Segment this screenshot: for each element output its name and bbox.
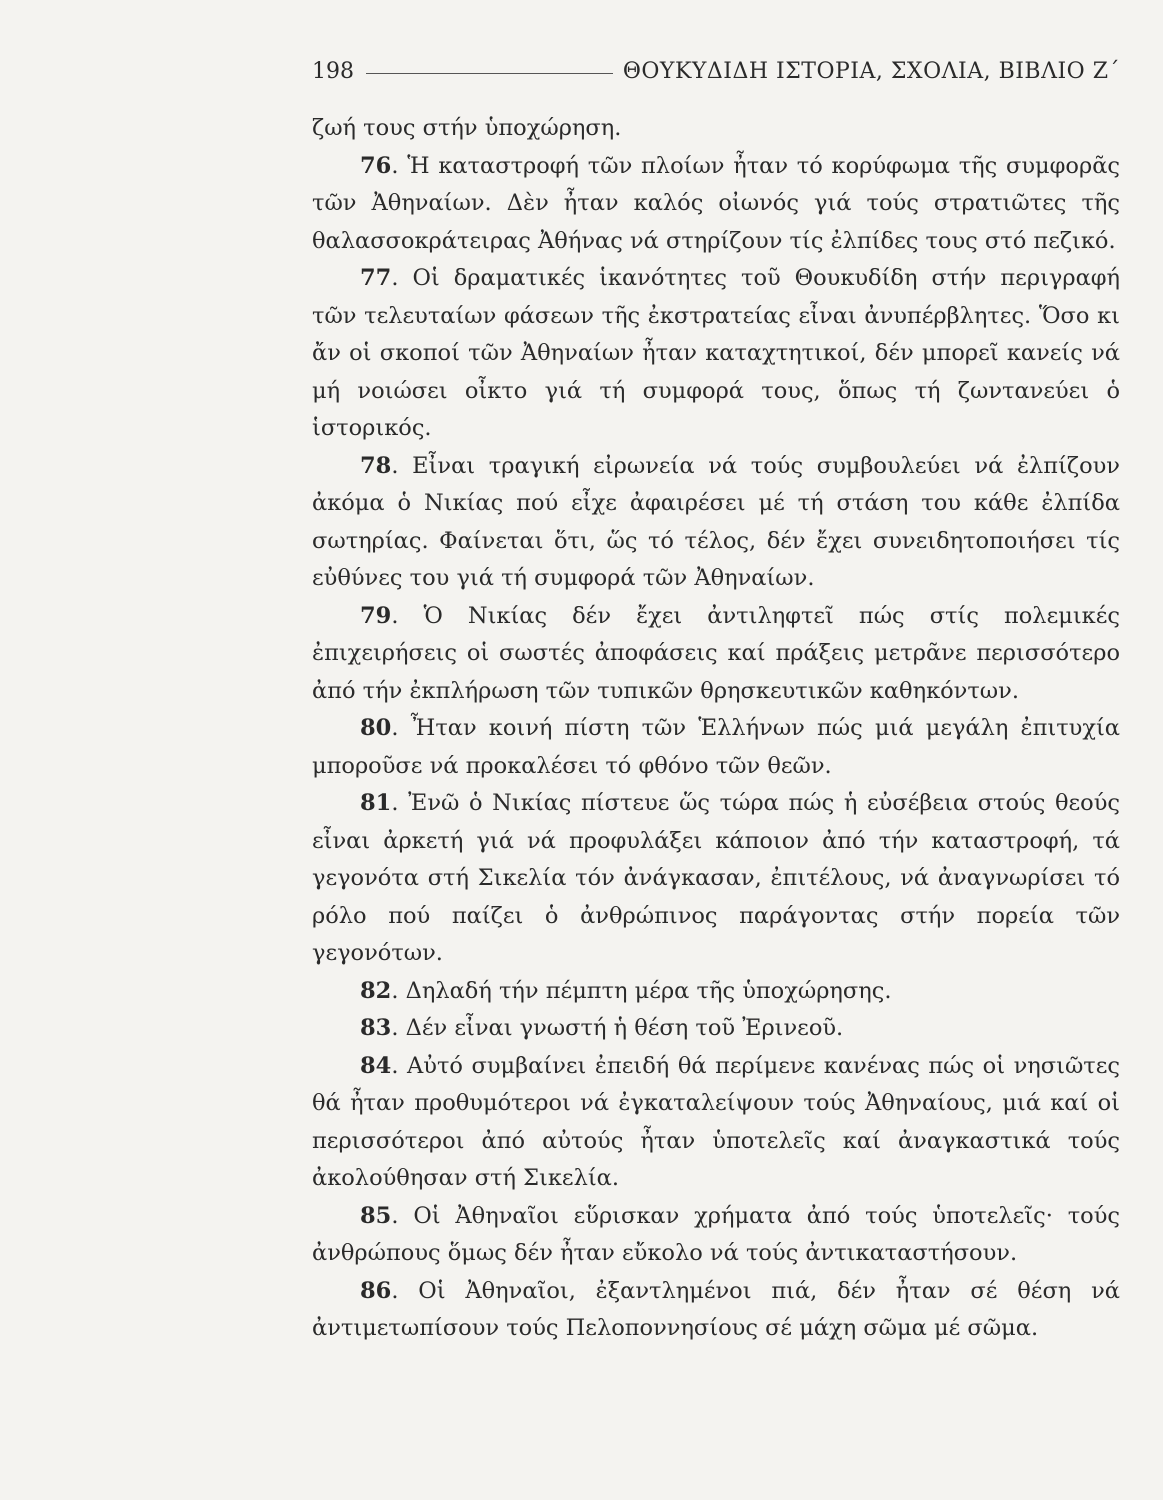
page-number: 198 [312, 58, 354, 84]
note-number: 80 [360, 715, 392, 741]
note-81: 81. Ἐνῶ ὁ Νικίας πίστευε ὥς τώρα πώς ἡ εὐσέβεια στούς θεούς εἶναι ἀρκετή γιά νά προφυλάξει κάποιον ἀπό τήν καταστροφή, τά γεγονότα στή Σικελία τόν ἀνάγκασαν, ἐπιτέλους, νά ἀναγνωρίσει τό ρόλο πού παίζει ὁ ἀνθρώπινος παράγοντας στήν πορεία τῶν γεγονότων. [312, 790, 1121, 966]
note-number: 79 [360, 602, 392, 629]
note-84: 84. Αὐτό συμβαίνει ἐπειδή θά περίμενε κανένας πώς οἱ νησιῶτες θά ἦταν προθυμότεροι νά ἐγκαταλείψουν τούς Ἀθηναίους, μιά καί οἱ περισσότεροι ἀπό αὐτούς ἦταν ὑποτελεῖς καί ἀναγκαστικά τούς ἀκολούθησαν στή Σικελία. [312, 1052, 1120, 1191]
note-text: Ἐνῶ ὁ Νικίας πίστευε ὥς τώρα πώς ἡ εὐσέβεια στούς θεούς εἶναι ἀρκετή γιά νά προφυλάξει κάποιον ἀπό τήν καταστροφή, τά γεγονότα στή Σικελία τόν ἀνάγκασαν, ἐπιτέλους, νά ἀναγνωρίσει τό ρόλο πού παίζει ὁ ἀνθρώπινος παράγοντας στήν πορεία τῶν γεγονότων. [312, 790, 1121, 966]
note-79: 79. Ὁ Νικίας δέν ἔχει ἀντιληφτεῖ πώς στίς πολεμικές ἐπιχειρήσεις οἱ σωστές ἀποφάσεις καί πράξεις μετρᾶνε περισσότερο ἀπό τήν ἐκπλήρωση τῶν τυπικῶν θρησκευτικῶν καθηκόντων. [312, 602, 1120, 704]
note-number: 76 [360, 152, 392, 179]
body-text [312, 110, 1120, 1348]
note-83: 83. Δέν εἶναι γνωστή ἡ θέση τοῦ Ἐρινεοῦ. [360, 1015, 844, 1041]
note-number: 77 [360, 265, 392, 291]
note-77: 77. Οἱ δραματικές ἱκανότητες τοῦ Θουκυδίδη στήν περιγραφή τῶν τελευταίων φάσεων τῆς ἐκστρατείας εἶναι ἀνυπέρβλητες. Ὅσο κι ἄν οἱ σκοποί τῶν Ἀθηναίων ἦταν καταχτητικοί, δέν μπορεῖ κανείς νά μή νοιώσει οἶκτο γιά τή συμφορά τους, ὅπως τή ζωντανεύει ὁ ἱστορικός. [312, 265, 1120, 441]
note-text: Οἱ Ἀθηναῖοι, ἐξαντλημένοι πιά, δέν ἦταν σέ θέση νά ἀντιμετωπίσουν τούς Πελοποννησίους σέ μάχη σῶμα μέ σῶμα. [312, 1277, 1120, 1341]
note-number: 81 [360, 790, 392, 816]
note-text: Ἦταν κοινή πίστη τῶν Ἑλλήνων πώς μιά μεγάλη ἐπιτυχία μποροῦσε νά προκαλέσει τό φθόνο τῶν θεῶν. [312, 715, 1120, 779]
note-text: Ὁ Νικίας δέν ἔχει ἀντιληφτεῖ πώς στίς πολεμικές ἐπιχειρήσεις οἱ σωστές ἀποφάσεις καί πράξεις μετρᾶνε περισσότερο ἀπό τήν ἐκπλήρωση τῶν τυπικῶν θρησκευτικῶν καθηκόντων. [312, 602, 1120, 704]
note-text: Οἱ δραματικές ἱκανότητες τοῦ Θουκυδίδη στήν περιγραφή τῶν τελευταίων φάσεων τῆς ἐκστρατείας εἶναι ἀνυπέρβλητες. Ὅσο κι ἄν οἱ σκοποί τῶν Ἀθηναίων ἦταν καταχτητικοί, δέν μπορεῖ κανείς νά μή νοιώσει οἶκτο γιά τή συμφορά τους, ὅπως τή ζωντανεύει ὁ ἱστορικός. [312, 265, 1120, 441]
continuation-text: ζωή τους στήν ὑποχώρηση. [312, 115, 622, 141]
note-78: 78. Εἶναι τραγική εἰρωνεία νά τούς συμβουλεύει νά ἐλπίζουν ἀκόμα ὁ Νικίας πού εἶχε ἀφαιρέσει μέ τή στάση του κάθε ἐλπίδα σωτηρίας. Φαίνεται ὅτι, ὥς τό τέλος, δέν ἔχει συνειδητοποιήσει τίς εὐθύνες του γιά τή συμφορά τῶν Ἀθηναίων. [312, 452, 1120, 591]
running-title: ΘΟΥΚΥΔΙΔΗ ΙΣΤΟΡΙΑ, ΣΧΟΛΙΑ, ΒΙΒΛΙΟ Ζ΄ [622, 58, 1120, 84]
note-text: Οἱ Ἀθηναῖοι εὕρισκαν χρήματα ἀπό τούς ὑποτελεῖς· τούς ἀνθρώπους ὅμως δέν ἦταν εὔκολο νά τούς ἀντικαταστήσουν. [312, 1202, 1120, 1266]
note-text: Αὐτό συμβαίνει ἐπειδή θά περίμενε κανένας πώς οἱ νησιῶτες θά ἦταν προθυμότεροι νά ἐγκαταλείψουν τούς Ἀθηναίους, μιά καί οἱ περισσότεροι ἀπό αὐτούς ἦταν ὑποτελεῖς καί ἀναγκαστικά τούς ἀκολούθησαν στή Σικελία. [312, 1052, 1120, 1191]
note-text: Δέν εἶναι γνωστή ἡ θέση τοῦ Ἐρινεοῦ. [405, 1015, 844, 1041]
note-number: 85 [360, 1202, 392, 1229]
note-76: 76. Ἡ καταστροφή τῶν πλοίων ἦταν τό κορύφωμα τῆς συμφορᾶς τῶν Ἀθηναίων. Δὲν ἦταν καλός οἰωνός γιά τούς στρατιῶτες τῆς θαλασσοκράτειρας Ἀθήνας νά στηρίζουν τίς ἐλπίδες τους στό πεζικό. [312, 152, 1121, 254]
page-header [312, 54, 1120, 88]
note-number: 82 [360, 977, 392, 1004]
note-80: 80. Ἦταν κοινή πίστη τῶν Ἑλλήνων πώς μιά μεγάλη ἐπιτυχία μποροῦσε νά προκαλέσει τό φθόνο τῶν θεῶν. [312, 715, 1120, 779]
continuation-paragraph [312, 110, 1120, 148]
note-text: Εἶναι τραγική εἰρωνεία νά τούς συμβουλεύει νά ἐλπίζουν ἀκόμα ὁ Νικίας πού εἶχε ἀφαιρέσει μέ τή στάση του κάθε ἐλπίδα σωτηρίας. Φαίνεται ὅτι, ὥς τό τέλος, δέν ἔχει συνειδητοποιήσει τίς εὐθύνες του γιά τή συμφορά τῶν Ἀθηναίων. [312, 452, 1120, 591]
note-82: 82. Δηλαδή τήν πέμπτη μέρα τῆς ὑποχώρησης. [360, 977, 892, 1004]
note-number: 83 [360, 1015, 392, 1041]
note-number: 84 [360, 1052, 392, 1079]
note-number: 78 [360, 452, 392, 479]
note-number: 86 [360, 1277, 392, 1304]
note-text: Δηλαδή τήν πέμπτη μέρα τῆς ὑποχώρησης. [405, 977, 892, 1004]
note-86: 86. Οἱ Ἀθηναῖοι, ἐξαντλημένοι πιά, δέν ἦταν σέ θέση νά ἀντιμετωπίσουν τούς Πελοποννησίους σέ μάχη σῶμα μέ σῶμα. [312, 1277, 1120, 1341]
note-85: 85. Οἱ Ἀθηναῖοι εὕρισκαν χρήματα ἀπό τούς ὑποτελεῖς· τούς ἀνθρώπους ὅμως δέν ἦταν εὔκολο νά τούς ἀντικαταστήσουν. [312, 1202, 1120, 1266]
header-rule [366, 73, 613, 74]
note-text: Ἡ καταστροφή τῶν πλοίων ἦταν τό κορύφωμα τῆς συμφορᾶς τῶν Ἀθηναίων. Δὲν ἦταν καλός οἰωνός γιά τούς στρατιῶτες τῆς θαλασσοκράτειρας Ἀθήνας νά στηρίζουν τίς ἐλπίδες τους στό πεζικό. [312, 152, 1121, 254]
